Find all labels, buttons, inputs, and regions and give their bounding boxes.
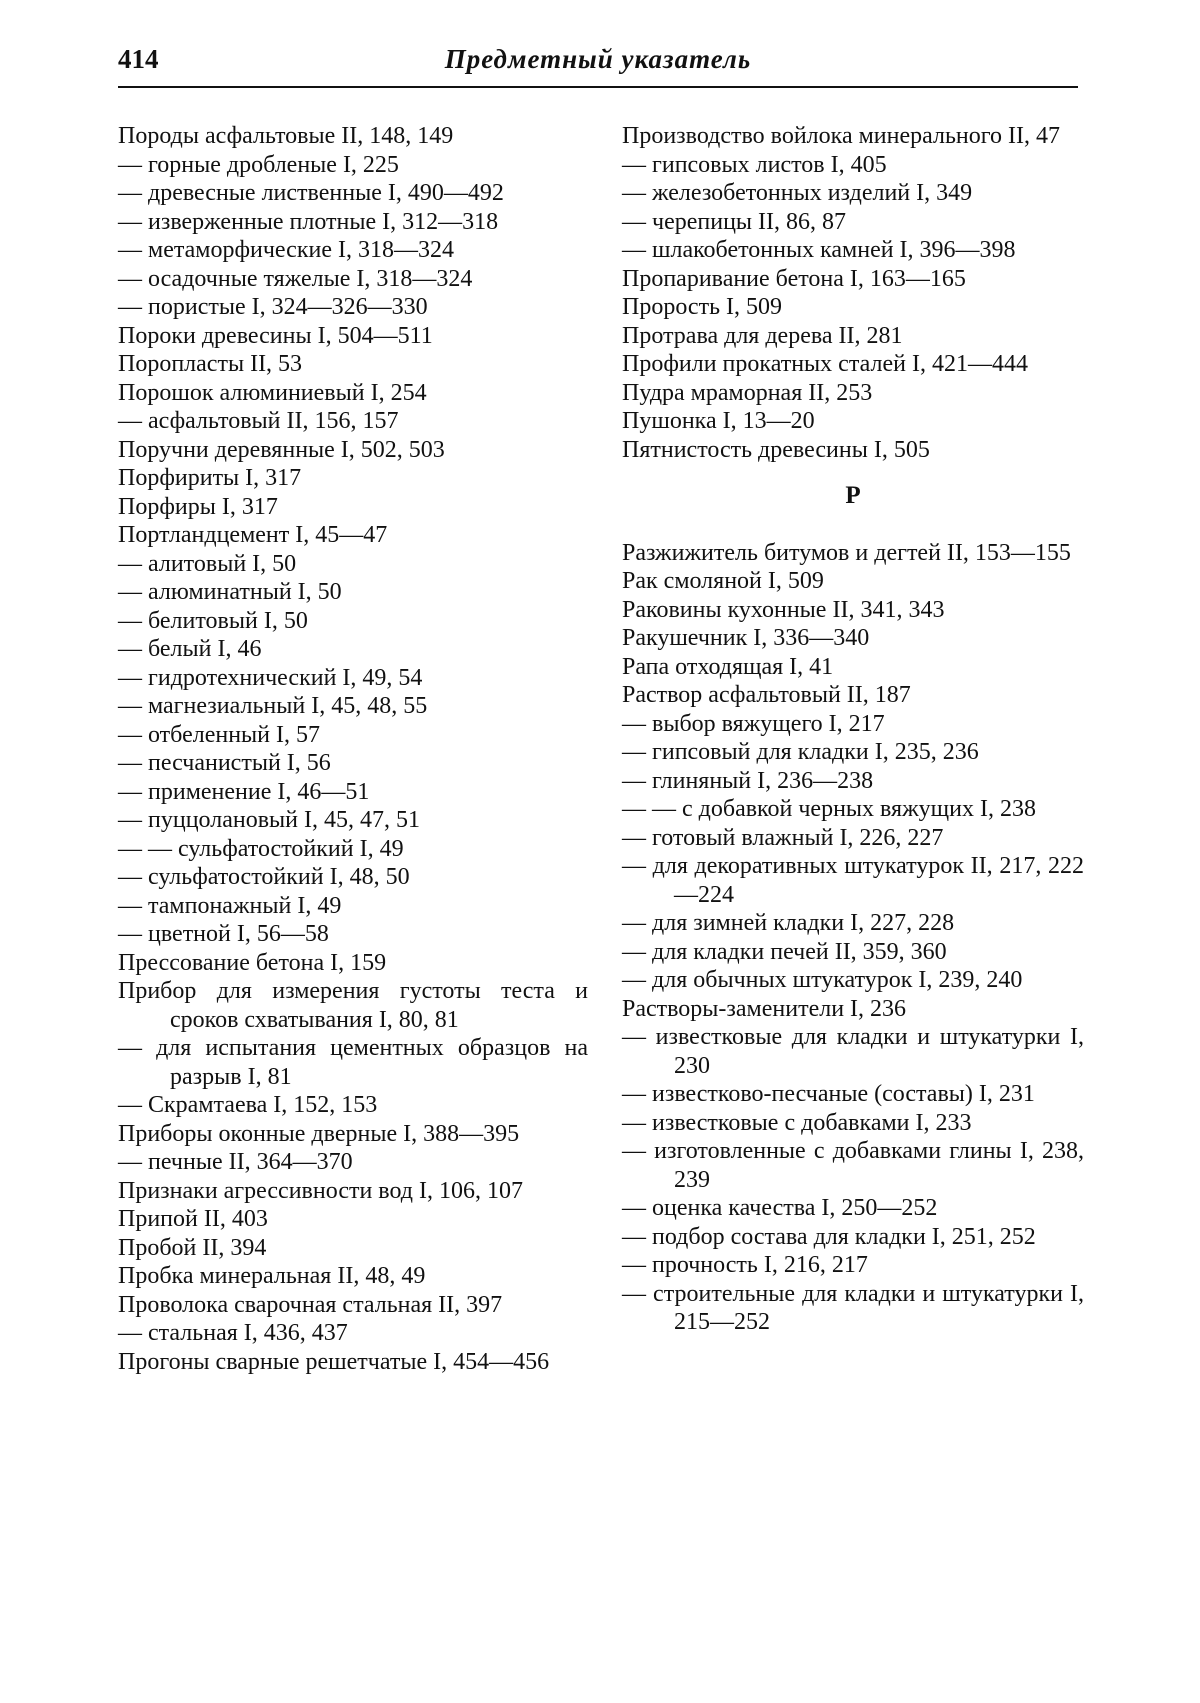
index-entry: Портландцемент I, 45—47	[118, 522, 388, 548]
index-entry: Прессование бетона I, 159	[118, 949, 387, 976]
index-entry: — строительные для кладки и штукатурки I, 215—252	[622, 1280, 1084, 1335]
index-entry: Пушонка I, 13—20	[622, 408, 815, 434]
index-entry: — алюминатный I, 50	[118, 579, 342, 605]
index-entry: Порфиры I, 317	[118, 493, 278, 520]
index-entry: — готовый влажный I, 226, 227	[622, 824, 944, 851]
index-entry: Профили прокатных сталей I, 421—444	[622, 351, 1028, 377]
index-entry: — гидротехнический I, 49, 54	[118, 664, 423, 691]
index-entry: — подбор состава для кладки I, 251, 252	[622, 1223, 1036, 1250]
index-entry: — сульфатостойкий I, 48, 50	[118, 864, 410, 890]
index-entry: Производство войлока минерального II, 47	[622, 123, 1060, 149]
index-entry: — известково-песчаные (составы) I, 231	[622, 1081, 1035, 1107]
index-group-p	[622, 122, 1084, 464]
index-entry: — — с добавкой черных вяжущих I, 238	[622, 796, 1036, 822]
index-entry: — цветной I, 56—58	[118, 921, 329, 947]
index-entry: — стальная I, 436, 437	[118, 1320, 348, 1346]
header-rule	[118, 86, 1078, 88]
index-entry: Раковины кухонные II, 341, 343	[622, 596, 945, 623]
index-column-left	[118, 122, 588, 1376]
index-entry: Рак смоляной I, 509	[622, 568, 824, 594]
index-entry: — изверженные плотные I, 312—318	[118, 208, 499, 235]
index-entry: — метаморфические I, 318—324	[118, 237, 454, 263]
index-entry: Пудра мраморная II, 253	[622, 379, 873, 406]
index-entry: Поропласты II, 53	[118, 351, 303, 377]
index-entry: — прочность I, 216, 217	[622, 1252, 868, 1278]
page-number: 414	[118, 44, 159, 74]
index-entry: Порошок алюминиевый I, 254	[118, 379, 427, 406]
index-entry: — пуццолановый I, 45, 47, 51	[118, 807, 420, 833]
index-entry: Пятнистость древесины I, 505	[622, 436, 930, 463]
index-entry: — печные II, 364—370	[118, 1149, 353, 1175]
index-entry: Породы асфальтовые II, 148, 149	[118, 123, 454, 149]
index-entry: — отбеленный I, 57	[118, 721, 320, 748]
index-entry: — — сульфатостойкий I, 49	[118, 835, 404, 862]
index-entry: Прогоны сварные решетчатые I, 454—456	[118, 1348, 550, 1375]
index-entry: — железобетонных изделий I, 349	[622, 180, 973, 206]
index-entry: Ракушечник I, 336—340	[622, 625, 870, 651]
index-column-right	[622, 122, 1084, 1337]
index-entry: — оценка качества I, 250—252	[622, 1195, 938, 1221]
index-entry: Пропаривание бетона I, 163—165	[622, 265, 966, 292]
index-entry: — горные дробленые I, 225	[118, 151, 399, 178]
index-entry: — изготовленные с добавками глины I, 238, 239	[622, 1138, 1084, 1193]
index-entry: Проволока сварочная стальная II, 397	[118, 1291, 503, 1318]
index-entry: — алитовый I, 50	[118, 550, 297, 577]
index-entry: — магнезиальный I, 45, 48, 55	[118, 693, 428, 719]
running-title: Предметный указатель	[444, 44, 752, 74]
index-entry: — для кладки печей II, 359, 360	[622, 938, 947, 965]
index-entry: — асфальтовый II, 156, 157	[118, 408, 399, 434]
index-entry: — пористые I, 324—326—330	[118, 294, 428, 320]
index-entry: — применение I, 46—51	[118, 778, 370, 805]
index-entry: Рапа отходящая I, 41	[622, 653, 834, 680]
index-entry: — тампонажный I, 49	[118, 892, 342, 919]
index-entry: — известковые с добавками I, 233	[622, 1109, 972, 1136]
index-entry: Пробка минеральная II, 48, 49	[118, 1263, 426, 1289]
index-entry: Припой II, 403	[118, 1206, 268, 1232]
index-entry: Признаки агрессивности вод I, 106, 107	[118, 1177, 523, 1204]
index-entry: — для зимней кладки I, 227, 228	[622, 910, 955, 936]
index-entry: — для испытания цементных образцов на разрыв I, 81	[118, 1035, 588, 1090]
index-entry: — гипсовый для кладки I, 235, 236	[622, 739, 979, 765]
index-entry: — выбор вяжущего I, 217	[622, 710, 885, 737]
index-entry: Прибор для измерения густоты теста и сроков схватывания I, 80, 81	[118, 978, 588, 1033]
index-entry: — осадочные тяжелые I, 318—324	[118, 265, 473, 292]
index-entry: Раствор асфальтовый II, 187	[622, 682, 911, 708]
index-entry: Приборы оконные дверные I, 388—395	[118, 1120, 520, 1147]
index-entry: — глиняный I, 236—238	[622, 767, 874, 794]
page-header	[118, 40, 1078, 92]
index-entry: — белитовый I, 50	[118, 607, 308, 634]
section-letter: Р	[845, 482, 861, 509]
index-entry: — белый I, 46	[118, 636, 262, 662]
index-entry: — известковые для кладки и штукатурки I, 230	[622, 1024, 1084, 1079]
index-entry: — черепицы II, 86, 87	[622, 208, 847, 235]
index-entry: Протрава для дерева II, 281	[622, 322, 903, 349]
index-entry: — для декоративных штукатурок II, 217, 222—224	[622, 853, 1084, 908]
index-entry: — для обычных штукатурок I, 239, 240	[622, 967, 1023, 993]
index-entry: Пороки древесины I, 504—511	[118, 322, 433, 349]
index-entry: — древесные лиственные I, 490—492	[118, 180, 504, 206]
index-entry: Пробой II, 394	[118, 1234, 267, 1261]
index-entry: — гипсовых листов I, 405	[622, 151, 887, 178]
index-entry: — Скрамтаева I, 152, 153	[118, 1092, 378, 1118]
index-entry: Поручни деревянные I, 502, 503	[118, 436, 445, 463]
index-group-r	[622, 539, 1084, 1337]
index-entry: — песчанистый I, 56	[118, 750, 331, 776]
index-entry: Разжижитель битумов и дегтей II, 153—155	[622, 539, 1071, 566]
index-entry: — шлакобетонных камней I, 396—398	[622, 237, 1016, 263]
index-entry: Растворы-заменители I, 236	[622, 995, 907, 1022]
index-entry: Порфириты I, 317	[118, 465, 302, 491]
index-entry: Прорость I, 509	[622, 294, 783, 320]
